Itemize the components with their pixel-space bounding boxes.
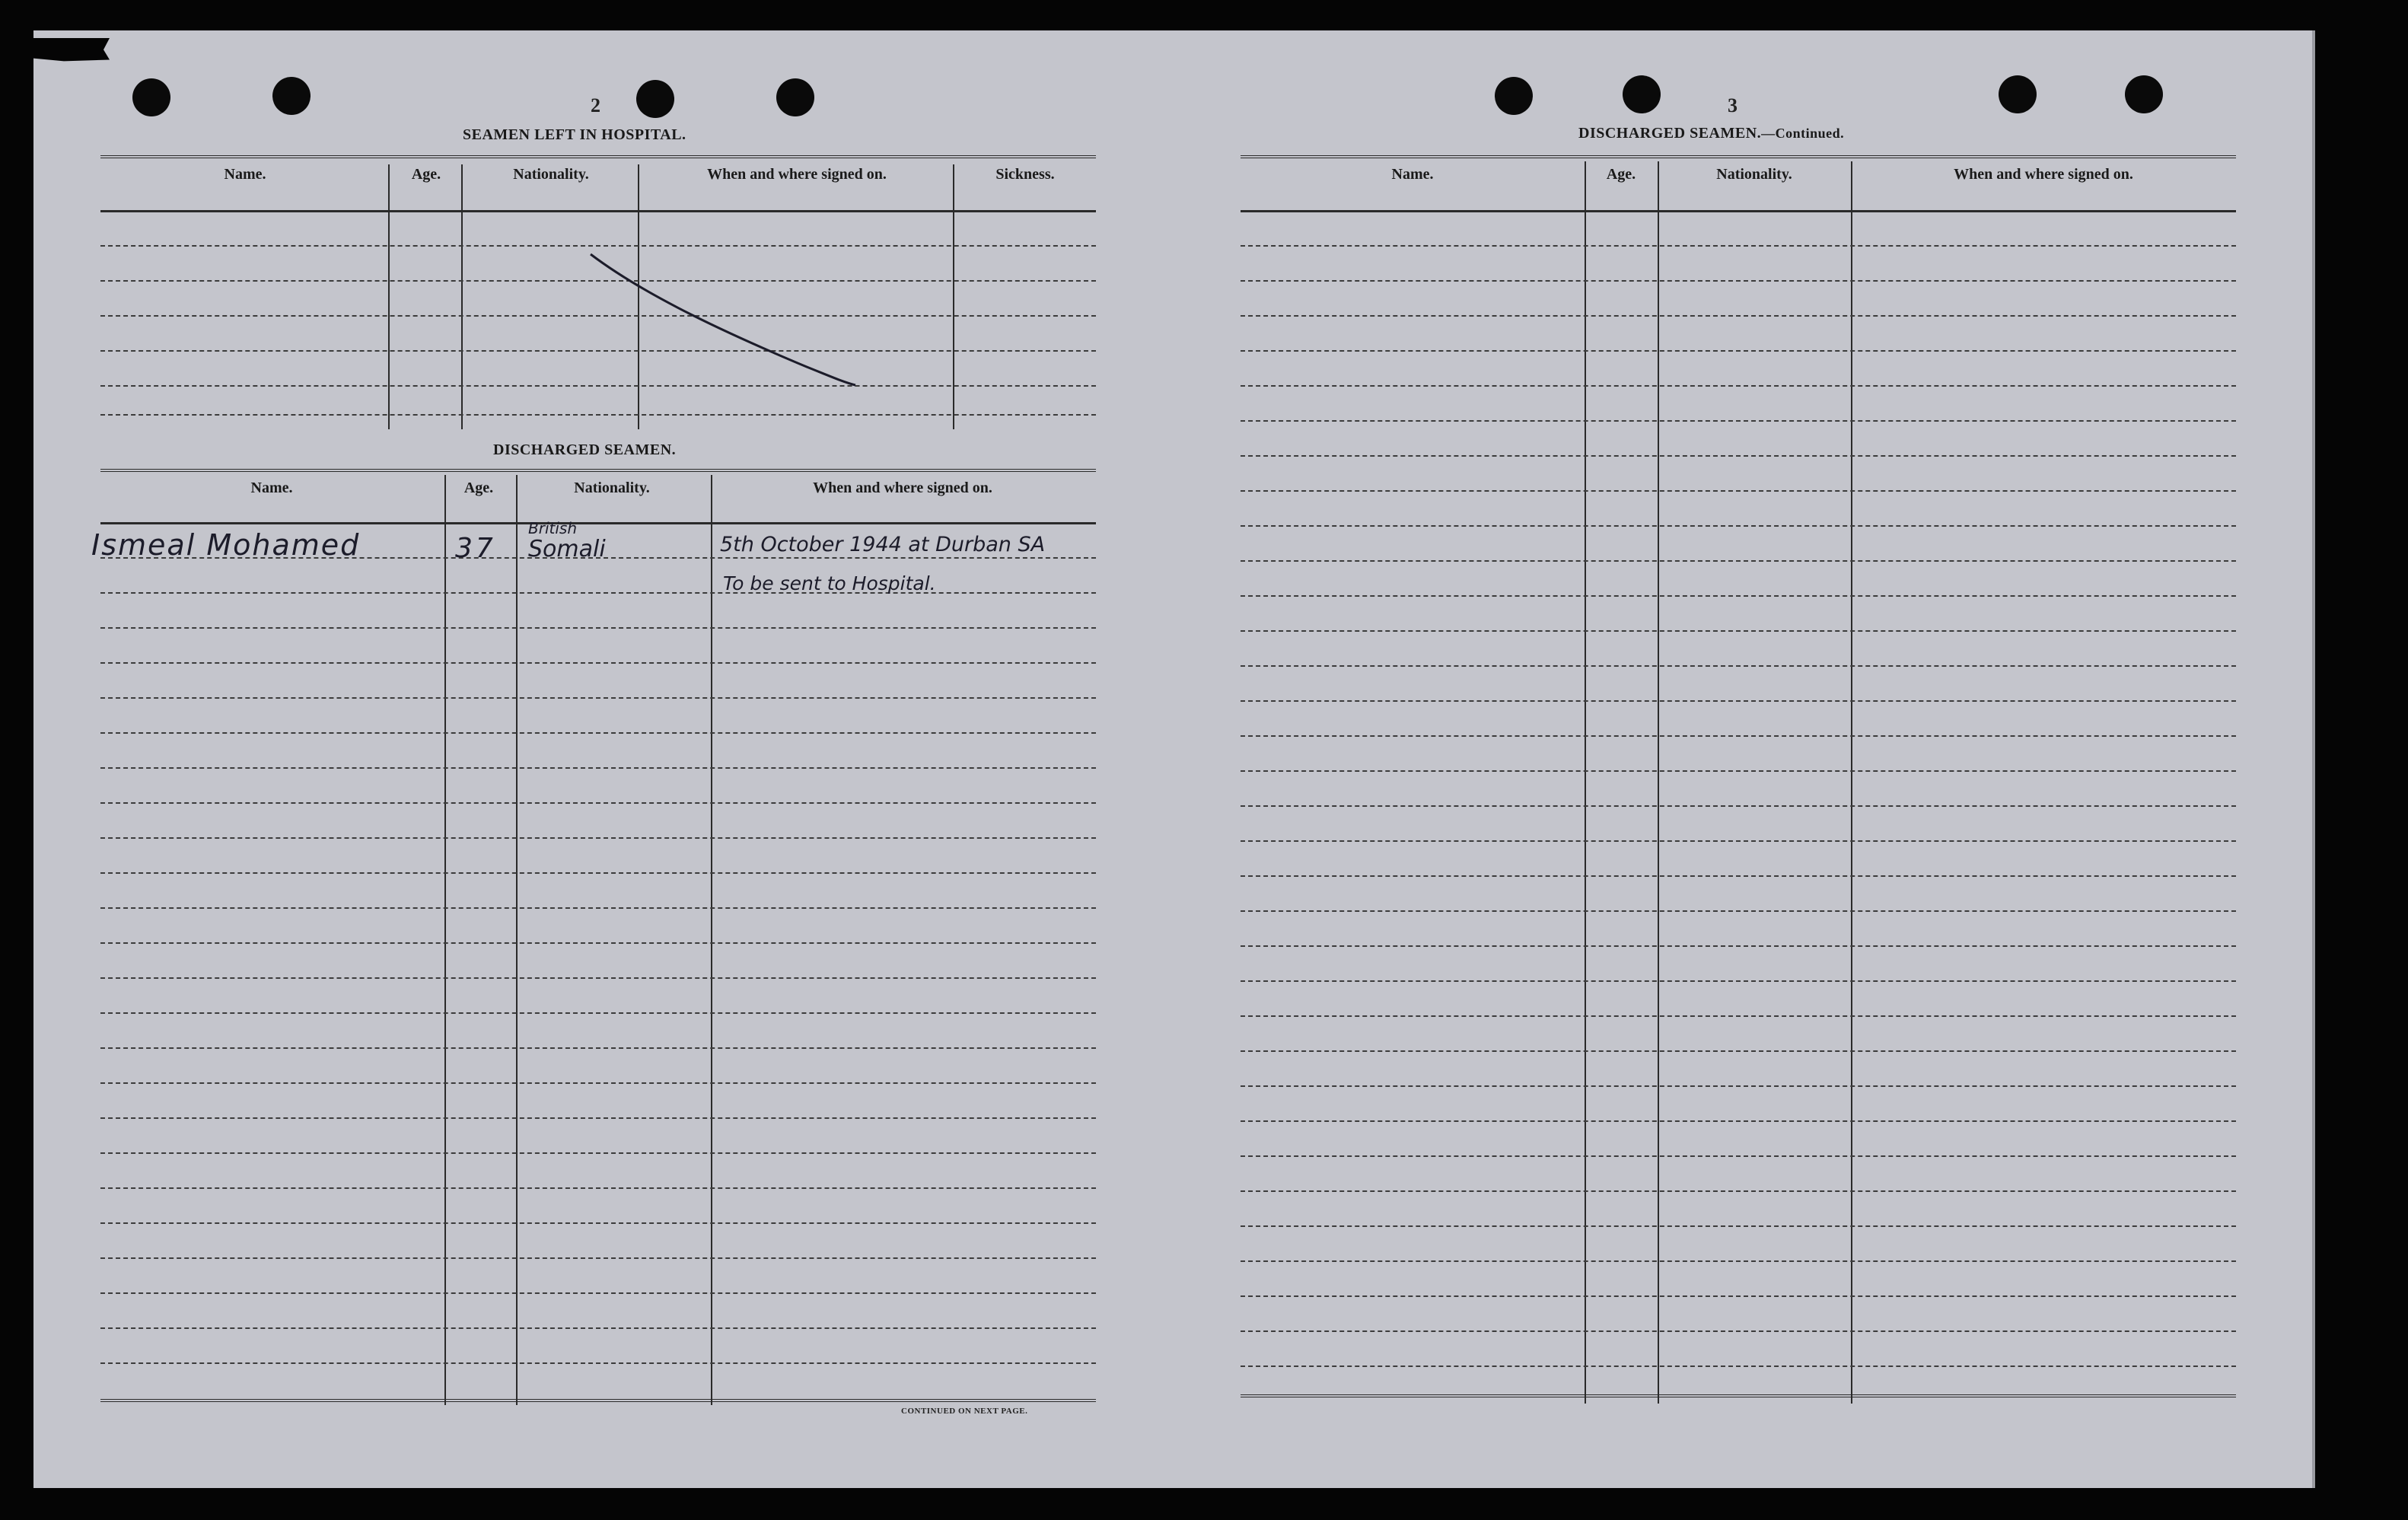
ledger-row-rule <box>1241 1015 2236 1017</box>
ledger-row-rule <box>1241 1330 2236 1332</box>
punch-hole-icon <box>636 80 674 118</box>
discharged-table-right <box>1241 155 2236 1401</box>
punch-hole-icon <box>1623 75 1661 113</box>
hospital-row-rule <box>100 414 1096 416</box>
hospital-col-signed-on: When and where signed on. <box>707 166 887 183</box>
ledger-row-rule <box>1241 945 2236 947</box>
ledger-row-rule <box>100 977 1096 979</box>
discharged-continued-title-text: DISCHARGED SEAMEN. <box>1578 125 1762 142</box>
discharged-col-age: Age. <box>463 480 494 496</box>
hospital-row-rule <box>100 245 1096 247</box>
continued-suffix: —Continued. <box>1761 126 1845 141</box>
hospital-row-rule <box>100 350 1096 352</box>
sheet-edge <box>2312 30 2315 1488</box>
hospital-divider <box>953 164 954 429</box>
hospital-col-sickness: Sickness. <box>995 166 1055 183</box>
ledger-row-rule <box>1241 875 2236 877</box>
ledger-row-rule <box>1241 350 2236 352</box>
discharged-divider <box>444 475 446 1405</box>
hospital-header-rule <box>100 210 1096 212</box>
hospital-row-rule <box>100 315 1096 317</box>
ledger-row-rule <box>1241 595 2236 597</box>
ledger-row-rule <box>1241 280 2236 282</box>
ledger-row-rule <box>100 732 1096 734</box>
punch-hole-icon <box>132 78 170 116</box>
punch-hole-icon <box>1495 77 1533 115</box>
ledger-row-rule <box>1241 490 2236 492</box>
ledger-row-rule <box>1241 840 2236 842</box>
hospital-divider <box>638 164 639 429</box>
hospital-section-title: SEAMEN LEFT IN HOSPITAL. <box>463 126 686 143</box>
right-bottom-rule <box>1241 1394 2236 1397</box>
ledger-row-rule <box>1241 1050 2236 1052</box>
ledger-row-rule <box>100 697 1096 699</box>
right-table-top-rule <box>1241 155 2236 158</box>
right-divider <box>1585 161 1586 1404</box>
ledger-row-rule <box>100 767 1096 769</box>
ledger-row-rule <box>1241 1190 2236 1192</box>
ledger-row-rule <box>100 1047 1096 1049</box>
ledger-row-rule <box>100 1327 1096 1329</box>
ledger-row-rule <box>1241 455 2236 457</box>
ledger-row-rule <box>1241 700 2236 702</box>
right-col-name: Name. <box>1391 166 1434 183</box>
right-divider <box>1658 161 1659 1404</box>
ledger-row-rule <box>1241 315 2236 317</box>
entry-name: Ismeal Mohamed <box>91 528 361 562</box>
hospital-divider <box>461 164 463 429</box>
ledger-row-rule <box>1241 1260 2236 1262</box>
hospital-row-rule <box>100 280 1096 282</box>
ledger-row-rule <box>100 872 1096 874</box>
ledger-row-rule <box>100 627 1096 629</box>
ledger-row-rule <box>1241 805 2236 807</box>
hospital-col-age: Age. <box>411 166 441 183</box>
right-col-age: Age. <box>1606 166 1636 183</box>
discharged-col-name: Name. <box>250 480 293 496</box>
entry-age: 37 <box>455 533 496 564</box>
discharged-table-left <box>100 469 1096 1402</box>
ledger-row-rule <box>1241 385 2236 387</box>
hospital-col-name: Name. <box>224 166 266 183</box>
ledger-row-rule <box>1241 560 2236 562</box>
punch-hole-icon <box>2125 75 2163 113</box>
discharged-col-signed-on: When and where signed on. <box>813 480 992 496</box>
ledger-row-rule <box>1241 910 2236 912</box>
ledger-row-rule <box>100 1292 1096 1294</box>
hospital-divider <box>388 164 390 429</box>
page-number-right: 3 <box>1728 94 1738 116</box>
ledger-row-rule <box>1241 245 2236 247</box>
page-number-left: 2 <box>591 94 600 116</box>
ledger-row-rule <box>1241 525 2236 527</box>
discharged-continued-title <box>1578 125 1844 142</box>
entry-nationality-line1: British <box>528 519 577 537</box>
ledger-row-rule <box>100 1362 1096 1364</box>
hospital-table-top-rule <box>100 155 1096 158</box>
ledger-row-rule <box>100 592 1096 594</box>
ledger-row-rule <box>100 802 1096 804</box>
ledger-row-rule <box>100 1152 1096 1154</box>
ledger-row-rule <box>1241 735 2236 737</box>
hospital-row-rule <box>100 385 1096 387</box>
ledger-row-rule <box>100 942 1096 944</box>
discharged-col-nationality: Nationality. <box>574 480 650 496</box>
ledger-row-rule <box>100 1082 1096 1084</box>
ledger-row-rule <box>1241 770 2236 772</box>
punch-hole-icon <box>776 78 814 116</box>
right-divider <box>1851 161 1852 1404</box>
entry-nationality-line2: Somali <box>528 536 606 562</box>
right-header-rule <box>1241 210 2236 212</box>
ledger-row-rule <box>100 1222 1096 1224</box>
discharged-section-title: DISCHARGED SEAMEN. <box>493 441 677 458</box>
ledger-row-rule <box>1241 1225 2236 1227</box>
ledger-row-rule <box>100 1117 1096 1119</box>
hospital-col-nationality: Nationality. <box>513 166 589 183</box>
ledger-row-rule <box>1241 420 2236 422</box>
right-col-nationality: Nationality. <box>1716 166 1792 183</box>
ledger-row-rule <box>1241 665 2236 667</box>
entry-signed-on-line1: 5th October 1944 at Durban SA <box>720 533 1046 556</box>
hospital-table <box>100 155 1096 429</box>
discharged-divider <box>711 475 712 1405</box>
punch-hole-icon <box>272 77 311 115</box>
ledger-row-rule <box>100 907 1096 909</box>
continued-note: CONTINUED ON NEXT PAGE. <box>901 1407 1028 1416</box>
right-col-signed-on: When and where signed on. <box>1954 166 2133 183</box>
ledger-row-rule <box>100 1187 1096 1189</box>
ledger-row-rule <box>1241 630 2236 632</box>
ledger-row-rule <box>100 1257 1096 1259</box>
ledger-row-rule <box>100 662 1096 664</box>
ledger-row-rule <box>1241 980 2236 982</box>
discharged-header-rule <box>100 522 1096 524</box>
ledger-row-rule <box>1241 1365 2236 1367</box>
ledger-row-rule <box>100 837 1096 839</box>
discharged-bottom-rule <box>100 1399 1096 1402</box>
ledger-row-rule <box>100 1012 1096 1014</box>
ledger-row-rule <box>1241 1085 2236 1087</box>
punch-hole-icon <box>1999 75 2037 113</box>
ledger-row-rule <box>1241 1295 2236 1297</box>
discharged-divider <box>516 475 518 1405</box>
ledger-row-rule <box>1241 1120 2236 1122</box>
entry-signed-on-line2: To be sent to Hospital. <box>723 572 936 594</box>
ledger-row-rule <box>1241 1155 2236 1157</box>
discharged-table-top-rule <box>100 469 1096 472</box>
